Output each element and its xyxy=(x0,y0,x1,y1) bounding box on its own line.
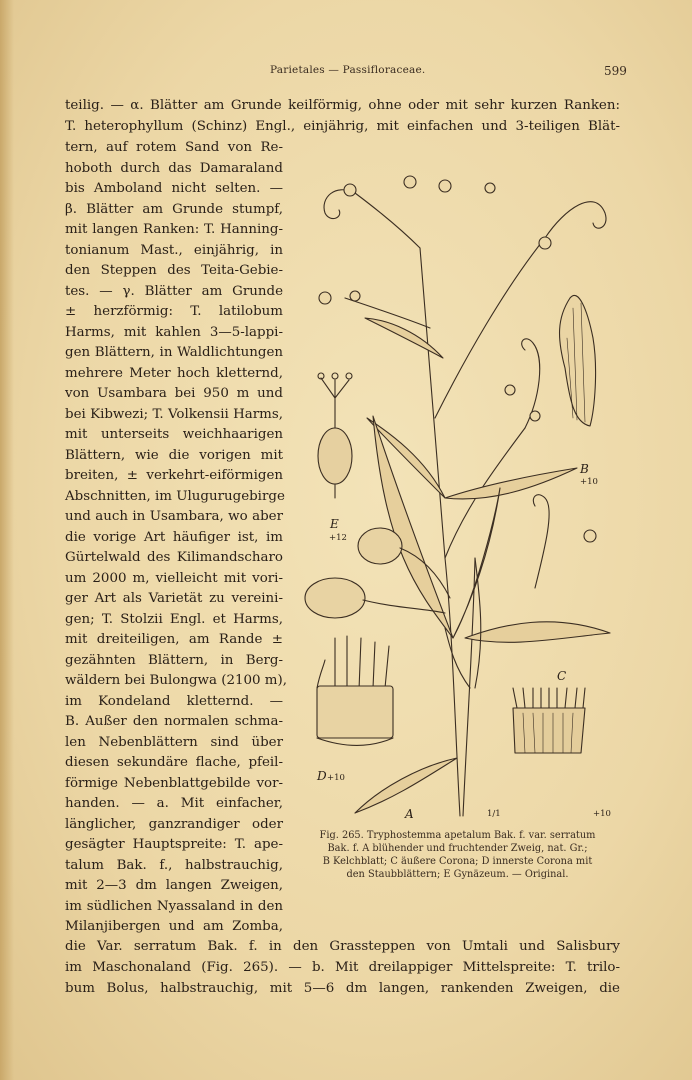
panel-label-b: B xyxy=(580,462,589,476)
text-line: wäldern bei Bulongwa (2100 m), xyxy=(65,673,287,688)
text-line: von Usambara bei 950 m und xyxy=(65,386,283,401)
flower-bud xyxy=(539,237,551,249)
text-line: Harms, mit kahlen 3—5-lappi- xyxy=(65,324,283,340)
flower-bud xyxy=(530,411,540,421)
text-line: bei Kibwezi; T. Volkensii Harms, xyxy=(65,406,283,422)
text-line: den Steppen des Teita-Gebie- xyxy=(65,263,283,278)
panel-scale-e: +12 xyxy=(329,533,347,543)
text-line: mehrere Meter hoch kletternd, xyxy=(65,365,283,381)
tendril xyxy=(533,495,549,588)
text-line: bis Amboland nicht selten. — xyxy=(65,181,283,196)
fruit xyxy=(358,528,402,564)
figure-caption xyxy=(290,829,625,881)
text-line: mit unterseits weichhaarigen xyxy=(65,427,283,442)
running-head: Parietales — Passifloraceae. xyxy=(270,64,426,76)
flower-bud xyxy=(439,180,451,192)
text-line: Abschnitten, im Ulugurugebirge xyxy=(65,488,285,504)
leaf xyxy=(445,468,577,499)
flower-bud xyxy=(584,530,596,542)
text-line: die Var. serratum Bak. f. in den Grassteppen von Umtali und Salisbury xyxy=(65,939,620,954)
text-line: tonianum Mast., einjährig, in xyxy=(65,242,283,258)
flower-bud xyxy=(344,184,356,196)
leaf xyxy=(465,622,610,642)
panel-scale-a: 1/1 xyxy=(487,809,501,819)
sepal-detail xyxy=(560,295,596,426)
text-line: breiten, ± verkehrt-eiförmigen xyxy=(65,468,283,483)
flower-bud xyxy=(404,176,416,188)
panel-label-e: E xyxy=(330,517,339,531)
gynoecium-detail xyxy=(318,428,352,484)
text-line: länglicher, ganzrandiger oder xyxy=(65,816,283,832)
text-line: im südlichen Nyassaland in den xyxy=(65,898,283,914)
text-line: Gürtelwald des Kilimandscharo xyxy=(65,550,283,565)
panel-label-d: D xyxy=(317,769,327,783)
flower-bud xyxy=(485,183,495,193)
text-line: handen. — a. Mit einfacher, xyxy=(65,796,283,811)
text-line: T. heterophyllum (Schinz) Engl., einjährig, mit einfachen und 3-teiligen Blät- xyxy=(65,119,620,134)
text-line: β. Blätter am Grunde stumpf, xyxy=(65,201,283,217)
text-line: bum Bolus, halbstrauchig, mit 5—6 dm langen, rankenden Zweigen, die xyxy=(65,981,620,996)
panel-scale-d: +10 xyxy=(327,773,345,783)
flower-bud xyxy=(350,291,360,301)
stamens-detail xyxy=(317,636,389,690)
text-line: gezähnten Blättern, in Berg- xyxy=(65,652,283,668)
text-line: ger Art als Varietät zu vereini- xyxy=(65,591,283,606)
panel-label-c: C xyxy=(557,669,567,683)
caption-line: Bak. f. A blühender und fruchtender Zweig, nat. Gr.; xyxy=(327,843,588,854)
text-line: im Kondeland kletternd. — xyxy=(65,693,283,709)
botanical-figure xyxy=(295,168,625,820)
flower-bud xyxy=(505,385,515,395)
page-number: 599 xyxy=(604,64,627,78)
text-line: gen Blättern, in Waldlichtungen xyxy=(65,345,283,360)
panel-scale-c: +10 xyxy=(593,809,611,819)
inner-corona-detail xyxy=(317,686,393,738)
leaf xyxy=(453,488,500,638)
plant-illustration xyxy=(295,168,625,820)
text-line: diesen sekundäre flache, pfeil- xyxy=(65,755,283,770)
text-line: mit 2—3 dm langen Zweigen, xyxy=(65,878,283,893)
text-line: ± herzförmig: T. latilobum xyxy=(65,304,283,319)
panel-label-a: A xyxy=(405,807,414,820)
leaf xyxy=(355,758,457,813)
page-header xyxy=(0,64,692,84)
caption-line: Fig. 265. Tryphostemma apetalum Bak. f. var. serratum xyxy=(319,830,596,841)
text-line: mit langen Ranken: T. Hanning- xyxy=(65,222,283,237)
main-stem xyxy=(420,248,460,816)
leaf xyxy=(365,318,443,358)
text-line: und auch in Usambara, wo aber xyxy=(65,509,283,524)
text-line: die vorige Art häufiger ist, im xyxy=(65,529,283,545)
text-line: förmige Nebenblattgebilde vor- xyxy=(65,775,283,791)
fruit xyxy=(305,578,365,618)
panel-scale-b: +10 xyxy=(580,477,598,487)
text-line: Milanjibergen und am Zomba, xyxy=(65,919,283,934)
text-line: B. Außer den normalen schma- xyxy=(65,714,283,729)
caption-line: den Staubblättern; E Gynäzeum. — Original. xyxy=(346,869,569,880)
page-edge-shadow xyxy=(0,0,14,1080)
text-line: um 2000 m, vielleicht mit vori- xyxy=(65,570,283,586)
text-line: mit dreiteiligen, am Rande ± xyxy=(65,632,283,647)
text-line: gen; T. Stolzii Engl. et Harms, xyxy=(65,611,283,627)
text-line: Blättern, wie die vorigen mit xyxy=(65,447,283,463)
text-line: len Nebenblättern sind über xyxy=(65,734,283,750)
caption-line: B Kelchblatt; C äußere Corona; D innerste Corona mit xyxy=(322,856,593,867)
text-line: gesägter Hauptspreite: T. ape- xyxy=(65,837,283,852)
text-line: teilig. — α. Blätter am Grunde keilförmig, ohne oder mit sehr kurzen Ranken: xyxy=(65,98,620,113)
text-line: tes. — γ. Blätter am Grunde xyxy=(65,283,283,299)
text-line: talum Bak. f., halbstrauchig, xyxy=(65,857,283,873)
text-line: tern, auf rotem Sand von Re- xyxy=(65,140,283,155)
tendril xyxy=(545,202,606,238)
text-line: im Maschonaland (Fig. 265). — b. Mit dreilappiger Mittelspreite: T. trilo- xyxy=(65,960,620,975)
text-line: hoboth durch das Damaraland xyxy=(65,160,283,176)
flower-bud xyxy=(319,292,331,304)
